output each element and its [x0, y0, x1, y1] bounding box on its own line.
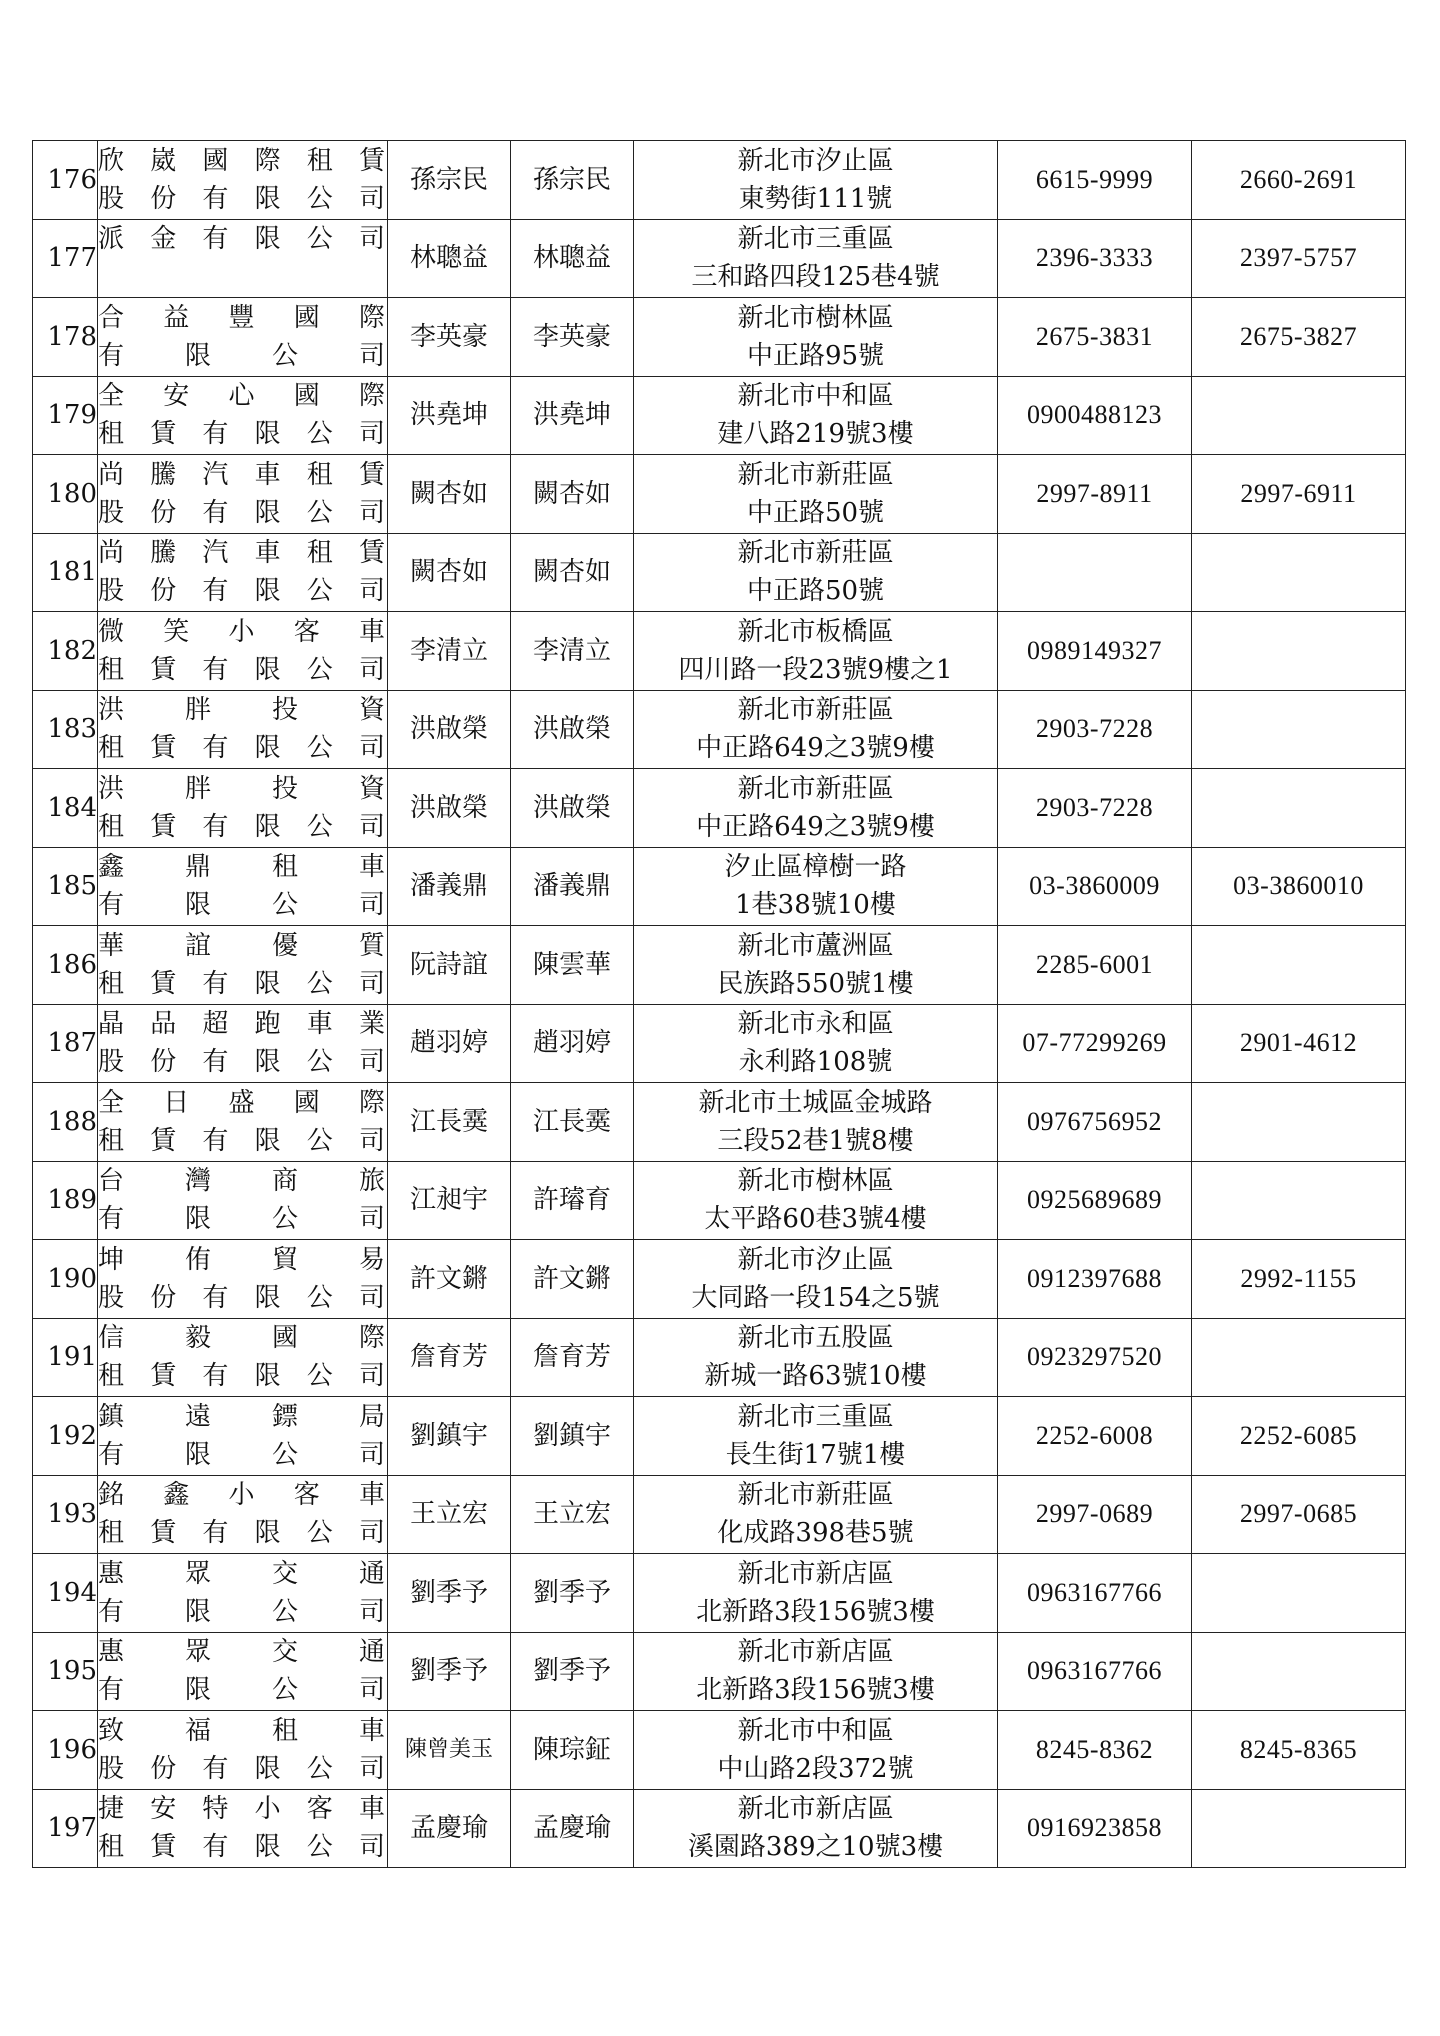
phone-cell: 0976756952 [998, 1083, 1192, 1162]
address-line: 新北市三重區 [737, 224, 894, 255]
manager-cell: 劉鎮宇 [511, 1397, 634, 1476]
address-cell [634, 1475, 998, 1554]
company-name-cell [98, 376, 388, 455]
representative-cell: 洪堯坤 [388, 376, 511, 455]
fax-cell [1192, 1083, 1406, 1162]
row-number: 176 [33, 141, 98, 220]
address-line: 中山路2段372號 [717, 1753, 914, 1784]
fax-cell: 2252-6085 [1192, 1397, 1406, 1476]
manager-cell: 潘義鼎 [511, 847, 634, 926]
fax-cell [1192, 1161, 1406, 1240]
table-row [33, 533, 1406, 612]
fax-cell: 2997-0685 [1192, 1475, 1406, 1554]
phone-cell: 8245-8362 [998, 1711, 1192, 1790]
company-name-line: 鑫鼎租車 [98, 852, 387, 883]
company-name-line: 微笑小客車 [98, 616, 387, 647]
phone-cell: 2903-7228 [998, 769, 1192, 848]
company-name-cell [98, 1318, 388, 1397]
company-name-line: 租賃有限公司 [98, 1361, 387, 1392]
address-cell [634, 1240, 998, 1319]
address-line: 中正路50號 [746, 497, 885, 528]
company-name-cell [98, 1240, 388, 1319]
address-line: 四川路一段23號9樓之1 [678, 654, 953, 685]
representative-cell: 潘義鼎 [388, 847, 511, 926]
representative-cell: 劉季予 [388, 1632, 511, 1711]
representative-cell: 李清立 [388, 612, 511, 691]
table-row [33, 141, 1406, 220]
manager-cell: 趙羽婷 [511, 1004, 634, 1083]
address-line: 新北市板橋區 [737, 616, 894, 647]
fax-cell [1192, 769, 1406, 848]
address-cell [634, 376, 998, 455]
phone-cell: 0912397688 [998, 1240, 1192, 1319]
phone-cell: 2997-0689 [998, 1475, 1192, 1554]
company-name-cell [98, 1161, 388, 1240]
row-number: 178 [33, 298, 98, 377]
table-row [33, 1318, 1406, 1397]
fax-cell [1192, 690, 1406, 769]
fax-cell [1192, 1789, 1406, 1868]
manager-cell: 洪啟榮 [511, 690, 634, 769]
address-line: 新北市中和區 [737, 1715, 894, 1746]
phone-cell: 2903-7228 [998, 690, 1192, 769]
company-name-cell [98, 141, 388, 220]
table-row [33, 455, 1406, 534]
address-line: 新北市中和區 [737, 381, 894, 412]
representative-cell: 王立宏 [388, 1475, 511, 1554]
company-name-cell [98, 1004, 388, 1083]
company-name-cell [98, 1789, 388, 1868]
table-row [33, 1083, 1406, 1162]
table-row [33, 926, 1406, 1005]
address-line: 新北市新店區 [737, 1558, 894, 1589]
manager-cell: 陳琮鉦 [511, 1711, 634, 1790]
company-name-line: 股份有限公司 [98, 1753, 387, 1784]
manager-cell: 林聰益 [511, 219, 634, 298]
address-line: 新北市汐止區 [737, 145, 894, 176]
company-name-line: 坤侑貿易 [98, 1244, 387, 1275]
address-cell [634, 141, 998, 220]
row-number: 179 [33, 376, 98, 455]
row-number: 186 [33, 926, 98, 1005]
row-number: 182 [33, 612, 98, 691]
row-number: 187 [33, 1004, 98, 1083]
manager-cell: 許璿育 [511, 1161, 634, 1240]
address-line: 新北市五股區 [737, 1323, 894, 1354]
company-name-line: 股份有限公司 [98, 576, 387, 607]
address-cell [634, 769, 998, 848]
company-name-cell [98, 1554, 388, 1633]
address-cell [634, 455, 998, 534]
address-line: 新北市蘆洲區 [737, 930, 894, 961]
address-line: 化成路398巷5號 [717, 1518, 914, 1549]
representative-cell: 許文鏘 [388, 1240, 511, 1319]
row-number: 193 [33, 1475, 98, 1554]
company-name-cell [98, 769, 388, 848]
company-name-line: 租賃有限公司 [98, 733, 387, 764]
company-name-line: 華誼優質 [98, 930, 387, 961]
representative-cell: 李英豪 [388, 298, 511, 377]
phone-cell: 0925689689 [998, 1161, 1192, 1240]
table-row [33, 1554, 1406, 1633]
address-line: 中正路50號 [746, 576, 885, 607]
address-line: 新北市樹林區 [737, 302, 894, 333]
manager-cell: 劉季予 [511, 1632, 634, 1711]
table-row [33, 219, 1406, 298]
manager-cell: 闕杏如 [511, 455, 634, 534]
table-row [33, 1240, 1406, 1319]
table-row [33, 1632, 1406, 1711]
phone-cell: 2997-8911 [998, 455, 1192, 534]
fax-cell [1192, 533, 1406, 612]
company-name-line: 租賃有限公司 [98, 1125, 387, 1156]
address-cell [634, 219, 998, 298]
company-name-cell [98, 1711, 388, 1790]
address-line: 北新路3段156號3樓 [696, 1675, 935, 1706]
address-line: 民族路550號1樓 [717, 968, 914, 999]
row-number: 177 [33, 219, 98, 298]
manager-cell: 李英豪 [511, 298, 634, 377]
manager-cell: 闕杏如 [511, 533, 634, 612]
table-row [33, 1789, 1406, 1868]
address-line: 長生街17號1樓 [725, 1439, 906, 1470]
manager-cell: 陳雲華 [511, 926, 634, 1005]
phone-cell: 0923297520 [998, 1318, 1192, 1397]
table-row [33, 1161, 1406, 1240]
fax-cell: 2997-6911 [1192, 455, 1406, 534]
phone-cell: 07-77299269 [998, 1004, 1192, 1083]
phone-cell: 0916923858 [998, 1789, 1192, 1868]
company-name-cell [98, 533, 388, 612]
company-name-line: 股份有限公司 [98, 1282, 387, 1313]
company-name-cell [98, 219, 388, 298]
manager-cell: 劉季予 [511, 1554, 634, 1633]
fax-cell [1192, 1554, 1406, 1633]
address-line: 新北市新店區 [737, 1794, 894, 1825]
address-line: 太平路60巷3號4樓 [704, 1204, 927, 1235]
row-number: 183 [33, 690, 98, 769]
company-name-line: 股份有限公司 [98, 497, 387, 528]
table-row [33, 612, 1406, 691]
phone-cell: 0989149327 [998, 612, 1192, 691]
company-name-line: 租賃有限公司 [98, 811, 387, 842]
row-number: 191 [33, 1318, 98, 1397]
manager-cell: 江長霙 [511, 1083, 634, 1162]
address-line: 新北市新莊區 [737, 1480, 894, 1511]
address-cell [634, 1397, 998, 1476]
address-cell [634, 1711, 998, 1790]
company-name-line: 信毅國際 [98, 1323, 387, 1354]
table-row [33, 1397, 1406, 1476]
company-name-line: 有限公司 [98, 1439, 387, 1470]
address-cell [634, 1789, 998, 1868]
representative-cell: 闕杏如 [388, 455, 511, 534]
phone-cell: 0963167766 [998, 1554, 1192, 1633]
address-cell [634, 1632, 998, 1711]
address-line: 永利路108號 [738, 1047, 893, 1078]
company-name-line: 股份有限公司 [98, 1047, 387, 1078]
address-line: 溪園路389之10號3樓 [687, 1832, 944, 1863]
address-line: 新北市土城區金城路 [698, 1087, 933, 1118]
company-name-line: 租賃有限公司 [98, 419, 387, 450]
company-name-line: 有限公司 [98, 1675, 387, 1706]
address-cell [634, 298, 998, 377]
representative-cell: 江長霙 [388, 1083, 511, 1162]
address-line: 北新路3段156號3樓 [696, 1596, 935, 1627]
address-line: 新北市新莊區 [737, 773, 894, 804]
company-name-cell [98, 847, 388, 926]
company-name-cell [98, 1632, 388, 1711]
manager-cell: 許文鏘 [511, 1240, 634, 1319]
company-name-line: 租賃有限公司 [98, 1832, 387, 1863]
address-line: 中正路95號 [746, 340, 885, 371]
company-name-cell [98, 455, 388, 534]
address-cell [634, 690, 998, 769]
manager-cell: 詹育芳 [511, 1318, 634, 1397]
company-name-line: 洪胖投資 [98, 773, 387, 804]
address-cell [634, 1004, 998, 1083]
phone-cell: 0963167766 [998, 1632, 1192, 1711]
fax-cell: 2992-1155 [1192, 1240, 1406, 1319]
representative-cell: 洪啟榮 [388, 769, 511, 848]
fax-cell: 2660-2691 [1192, 141, 1406, 220]
representative-cell: 阮詩誼 [388, 926, 511, 1005]
representative-cell: 趙羽婷 [388, 1004, 511, 1083]
row-number: 184 [33, 769, 98, 848]
representative-cell: 劉鎮宇 [388, 1397, 511, 1476]
fax-cell [1192, 926, 1406, 1005]
company-name-cell [98, 1397, 388, 1476]
company-name-cell [98, 612, 388, 691]
representative-cell: 陳曾美玉 [388, 1711, 511, 1790]
company-roster-table [32, 140, 1406, 1868]
company-name-line: 捷安特小客車 [98, 1794, 387, 1825]
company-name-line: 派金有限公司 [98, 224, 387, 255]
table-row [33, 769, 1406, 848]
company-name-line: 全日盛國際 [98, 1087, 387, 1118]
row-number: 197 [33, 1789, 98, 1868]
address-line: 新城一路63號10樓 [704, 1361, 927, 1392]
row-number: 194 [33, 1554, 98, 1633]
company-name-line: 全安心國際 [98, 381, 387, 412]
address-cell [634, 926, 998, 1005]
company-name-line: 銘鑫小客車 [98, 1480, 387, 1511]
company-name-line: 有限公司 [98, 1596, 387, 1627]
company-name-line: 台灣商旅 [98, 1166, 387, 1197]
phone-cell: 6615-9999 [998, 141, 1192, 220]
representative-cell: 孫宗民 [388, 141, 511, 220]
address-line: 新北市新莊區 [737, 459, 894, 490]
company-name-cell [98, 1475, 388, 1554]
representative-cell: 洪啟榮 [388, 690, 511, 769]
row-number: 195 [33, 1632, 98, 1711]
company-name-line: 有限公司 [98, 1204, 387, 1235]
company-name-line: 晶品超跑車業 [98, 1009, 387, 1040]
company-name-line: 鎮遠鏢局 [98, 1401, 387, 1432]
row-number: 185 [33, 847, 98, 926]
row-number: 180 [33, 455, 98, 534]
company-name-line: 尚騰汽車租賃 [98, 538, 387, 569]
fax-cell: 2397-5757 [1192, 219, 1406, 298]
address-line: 三和路四段125巷4號 [691, 262, 940, 293]
manager-cell: 洪啟榮 [511, 769, 634, 848]
address-cell [634, 847, 998, 926]
row-number: 188 [33, 1083, 98, 1162]
address-line: 三段52巷1號8樓 [717, 1125, 914, 1156]
address-cell [634, 1554, 998, 1633]
row-number: 189 [33, 1161, 98, 1240]
company-name-line: 洪胖投資 [98, 695, 387, 726]
address-cell [634, 1083, 998, 1162]
address-line: 新北市永和區 [737, 1009, 894, 1040]
company-name-line: 尚騰汽車租賃 [98, 459, 387, 490]
representative-cell: 江昶宇 [388, 1161, 511, 1240]
company-name-line: 合益豐國際 [98, 302, 387, 333]
fax-cell: 03-3860010 [1192, 847, 1406, 926]
table-row [33, 847, 1406, 926]
address-line: 建八路219號3樓 [717, 419, 914, 450]
fax-cell [1192, 376, 1406, 455]
address-line: 中正路649之3號9樓 [696, 811, 935, 842]
address-cell [634, 1318, 998, 1397]
address-line: 1巷38號10樓 [735, 890, 896, 921]
address-cell [634, 533, 998, 612]
company-name-line [98, 258, 387, 296]
representative-cell: 林聰益 [388, 219, 511, 298]
address-line: 新北市樹林區 [737, 1166, 894, 1197]
address-line: 新北市新店區 [737, 1637, 894, 1668]
manager-cell: 李清立 [511, 612, 634, 691]
address-line: 新北市汐止區 [737, 1244, 894, 1275]
row-number: 190 [33, 1240, 98, 1319]
phone-cell: 2396-3333 [998, 219, 1192, 298]
representative-cell: 劉季予 [388, 1554, 511, 1633]
fax-cell: 2675-3827 [1192, 298, 1406, 377]
fax-cell [1192, 1632, 1406, 1711]
company-name-cell [98, 298, 388, 377]
phone-cell: 2252-6008 [998, 1397, 1192, 1476]
company-name-cell [98, 690, 388, 769]
manager-cell: 孟慶瑜 [511, 1789, 634, 1868]
manager-cell: 洪堯坤 [511, 376, 634, 455]
table-row [33, 690, 1406, 769]
fax-cell [1192, 612, 1406, 691]
address-line: 東勢街111號 [738, 183, 893, 214]
row-number: 181 [33, 533, 98, 612]
company-name-line: 股份有限公司 [98, 183, 387, 214]
table-row [33, 1711, 1406, 1790]
company-name-line: 有限公司 [98, 890, 387, 921]
phone-cell: 0900488123 [998, 376, 1192, 455]
fax-cell [1192, 1318, 1406, 1397]
phone-cell: 2675-3831 [998, 298, 1192, 377]
representative-cell: 闕杏如 [388, 533, 511, 612]
fax-cell: 8245-8365 [1192, 1711, 1406, 1790]
table-row [33, 1475, 1406, 1554]
row-number: 196 [33, 1711, 98, 1790]
company-name-line: 惠眾交通 [98, 1637, 387, 1668]
company-name-line: 致福租車 [98, 1715, 387, 1746]
address-line: 汐止區樟樹一路 [724, 852, 907, 883]
company-name-line: 惠眾交通 [98, 1558, 387, 1589]
address-line: 新北市新莊區 [737, 695, 894, 726]
address-cell [634, 612, 998, 691]
address-line: 大同路一段154之5號 [691, 1282, 940, 1313]
representative-cell: 詹育芳 [388, 1318, 511, 1397]
phone-cell [998, 533, 1192, 612]
table-row [33, 298, 1406, 377]
company-name-line: 租賃有限公司 [98, 654, 387, 685]
row-number: 192 [33, 1397, 98, 1476]
company-name-cell [98, 926, 388, 1005]
roster-body [33, 141, 1406, 1868]
company-name-line: 有限公司 [98, 340, 387, 371]
address-line: 新北市三重區 [737, 1401, 894, 1432]
company-name-line: 租賃有限公司 [98, 1518, 387, 1549]
fax-cell: 2901-4612 [1192, 1004, 1406, 1083]
address-line: 新北市新莊區 [737, 538, 894, 569]
address-cell [634, 1161, 998, 1240]
company-name-cell [98, 1083, 388, 1162]
manager-cell: 王立宏 [511, 1475, 634, 1554]
table-row [33, 376, 1406, 455]
company-name-line: 欣崴國際租賃 [98, 145, 387, 176]
representative-cell: 孟慶瑜 [388, 1789, 511, 1868]
phone-cell: 2285-6001 [998, 926, 1192, 1005]
table-row [33, 1004, 1406, 1083]
company-name-line: 租賃有限公司 [98, 968, 387, 999]
phone-cell: 03-3860009 [998, 847, 1192, 926]
manager-cell: 孫宗民 [511, 141, 634, 220]
address-line: 中正路649之3號9樓 [696, 733, 935, 764]
